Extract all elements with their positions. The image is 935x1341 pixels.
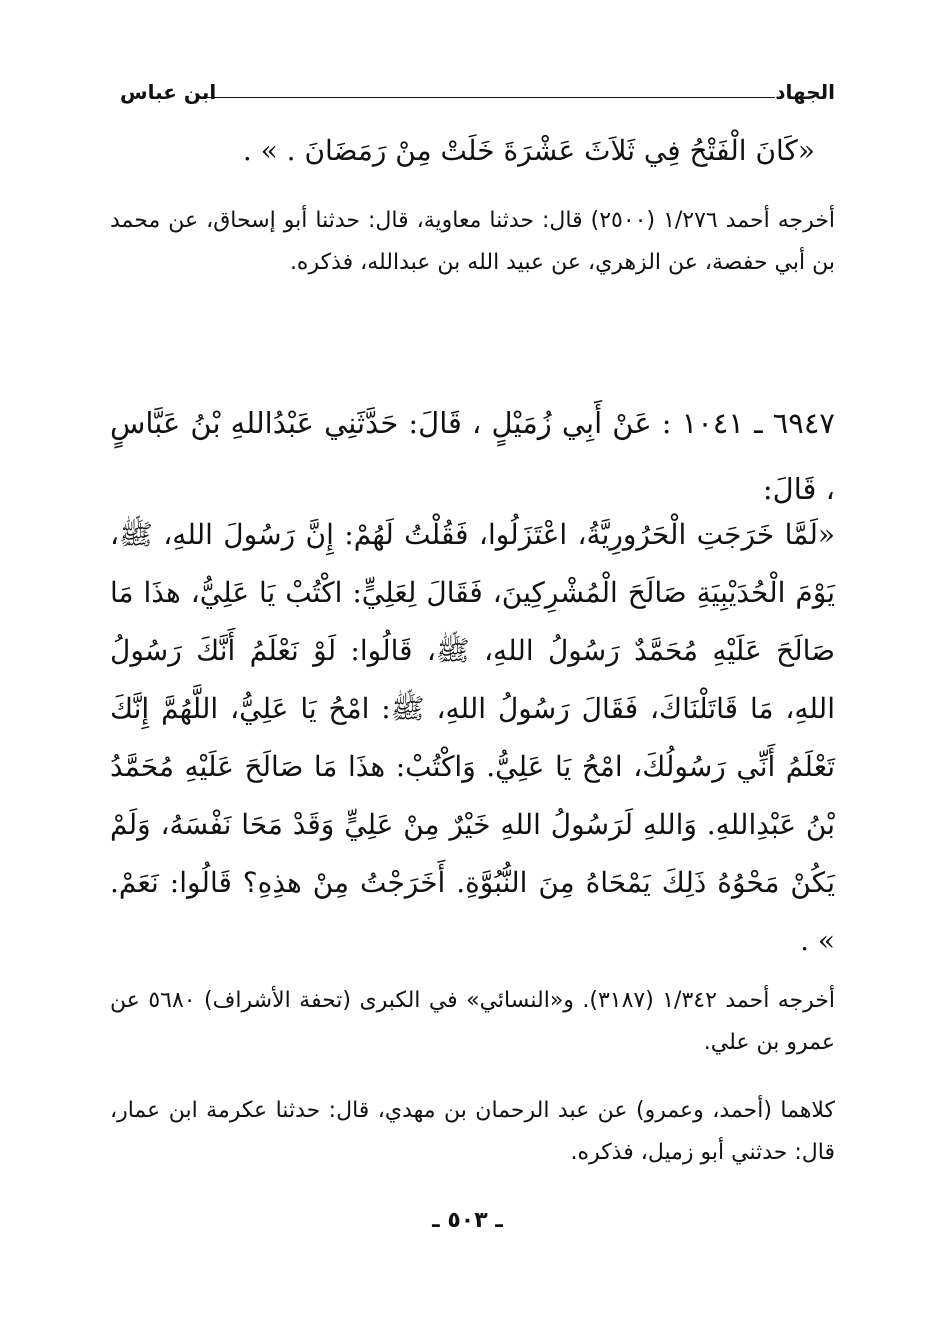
takhrij-reference-1: أخرجه أحمد ١/٢٧٦ (٢٥٠٠) قال: حدثنا معاوية، قال: حدثنا أبو إسحاق، عن محمد بن أبي حفصة، عن الزهري، عن عبيد الله بن عبدالله، فذكره. — [110, 208, 835, 275]
page-number: ـ ٥٠٣ ـ — [432, 1208, 503, 1233]
chapter-title: ابن عباس — [120, 80, 217, 104]
takhrij-reference-2: أخرجه أحمد ١/٣٤٢ (٣١٨٧). و«النسائي» في الكبرى (تحفة الأشراف) ٥٦٨٠ عن عمرو بن علي. — [110, 988, 836, 1055]
section-title: الجهاد — [775, 80, 835, 104]
hadith-heading: ٦٩٤٧ ـ ١٠٤١ : عَنْ أَبِي زُمَيْلٍ ، قَالَ: حَدَّثَنِي عَبْدُاللهِ بْنُ عَبَّاسٍ ، قَالَ: — [110, 406, 835, 506]
previous-hadith-ending: «كَانَ الْفَتْحُ فِي ثَلاَثَ عَشْرَةَ خَلَتْ مِنْ رَمَضَانَ . » . — [242, 134, 815, 167]
header-divider — [205, 97, 775, 98]
takhrij-reference-3: كلاهما (أحمد، وعمرو) عن عبد الرحمان بن مهدي، قال: حدثنا عكرمة ابن عمار، قال: حدثني أبو زميل، فذكره. — [110, 1098, 835, 1165]
hadith-text: «لَمَّا خَرَجَتِ الْحَرُورِيَّةُ، اعْتَزَلُوا، فَقُلْتُ لَهُمْ: إِنَّ رَسُولَ اللهِ، ﷺ، يَوْمَ الْحُدَيْبِيَةِ صَالَحَ الْمُشْرِكِينَ، فَقَالَ لِعَلِيٍّ: اكْتُبْ يَا عَلِيُّ، هذَا مَا صَالَحَ عَلَيْهِ مُحَمَّدٌ رَسُولُ اللهِ، ﷺ، قَالُوا: لَوْ نَعْلَمُ أَنَّكَ رَسُولُ اللهِ، مَا قَاتَلْنَاكَ، فَقَالَ رَسُولُ اللهِ، ﷺ: امْحُ يَا عَلِيُّ، اللَّهُمَّ إِنَّكَ تَعْلَمُ أَنِّي رَسُولُكَ، امْحُ يَا عَلِيُّ. وَاكْتُبْ: هذَا مَا صَالَحَ عَلَيْهِ مُحَمَّدُ بْنُ عَبْدِاللهِ. وَاللهِ لَرَسُولُ اللهِ خَيْرٌ مِنْ عَلِيٍّ وَقَدْ مَحَا نَفْسَهُ، وَلَمْ يَكُنْ مَحْوُهُ ذَلِكَ يَمْحَاهُ مِنَ النُّبُوَّةِ. أَخَرَجْتُ مِنْ هذِهِ؟ قَالُوا: نَعَمْ. » . — [110, 518, 835, 957]
running-header — [120, 80, 835, 110]
